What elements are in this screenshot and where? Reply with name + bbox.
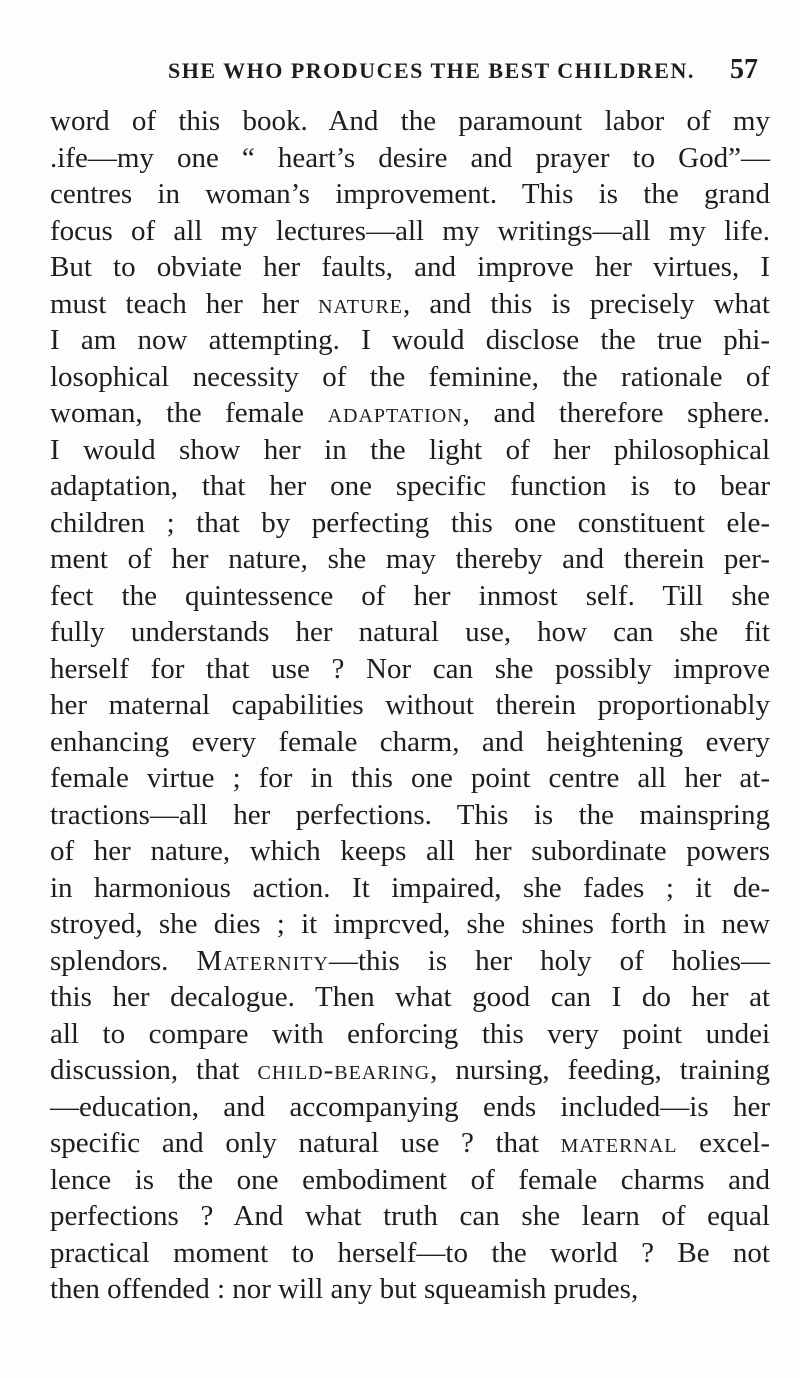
text-line: children ; that by perfecting this one constituent ele-	[50, 506, 770, 539]
running-title: SHE WHO PRODUCES THE BEST CHILDREN.	[168, 58, 695, 83]
text-line: fully understands her natural use, how can she fit	[50, 616, 770, 648]
text-line: focus of all my lectures—all my writings—all my life.	[50, 214, 770, 247]
text-line: .ife—my one “ heart’s desire and prayer to God”—	[50, 141, 770, 174]
text-line: specific and only natural use ? that maternal excel-	[50, 1127, 770, 1159]
text-line: centres in woman’s improvement. This is the grand	[50, 178, 770, 210]
text-line: But to obviate her faults, and improve her virtues, I	[50, 251, 770, 283]
text-line: stroyed, she dies ; it imprcved, she shines forth in new	[50, 908, 770, 940]
text-line: practical moment to herself—to the world ? Be not	[50, 1236, 770, 1269]
body-text	[50, 103, 770, 1308]
text-line: tractions—all her perfections. This is the mainspring	[50, 798, 770, 831]
text-line: fect the quintessence of her inmost self. Till she	[50, 579, 770, 612]
text-line: her maternal capabilities without therein proportionably	[50, 689, 770, 721]
text-line: word of this book. And the paramount labor of my	[50, 105, 770, 137]
text-line: woman, the female adaptation, and therefore sphere.	[50, 397, 771, 429]
text-line: ment of her nature, she may thereby and therein per-	[50, 543, 770, 575]
text-line: enhancing every female charm, and heightening every	[50, 725, 770, 758]
small-caps-term: maternal	[560, 1127, 678, 1159]
text-line: then offended : nor will any but squeamish prudes,	[50, 1273, 639, 1305]
running-head	[0, 54, 800, 90]
text-line: of her nature, which keeps all her subordinate powers	[50, 835, 770, 867]
text-line: all to compare with enforcing this very point undei	[50, 1017, 770, 1050]
small-caps-term: adaptation	[327, 397, 463, 429]
text-line: discussion, that child-bearing, nursing, feeding, training	[50, 1054, 770, 1086]
text-line: I am now attempting. I would disclose the true phi-	[50, 324, 770, 356]
small-caps-term: nature	[318, 287, 403, 320]
text-line: splendors. Maternity—this is her holy of holies—	[50, 944, 770, 977]
text-line: lence is the one embodiment of female charms and	[50, 1163, 770, 1196]
text-line: in harmonious action. It impaired, she fades ; it de-	[50, 871, 770, 904]
small-caps-term: child-bearing	[257, 1054, 431, 1086]
text-line: perfections ? And what truth can she learn of equal	[50, 1200, 770, 1232]
text-line: adaptation, that her one specific function is to bear	[50, 470, 770, 502]
small-caps-term: Maternity	[196, 944, 329, 977]
text-line: —education, and accompanying ends included—is her	[50, 1090, 770, 1123]
text-line: female virtue ; for in this one point centre all her at-	[50, 762, 770, 794]
text-line: I would show her in the light of her philosophical	[50, 433, 770, 466]
text-line: losophical necessity of the feminine, the rationale of	[50, 360, 770, 393]
text-line: this her decalogue. Then what good can I do her at	[50, 981, 770, 1013]
page-number: 57	[730, 54, 758, 85]
text-line: herself for that use ? Nor can she possibly improve	[50, 652, 770, 685]
text-line: must teach her her nature, and this is precisely what	[50, 287, 770, 320]
